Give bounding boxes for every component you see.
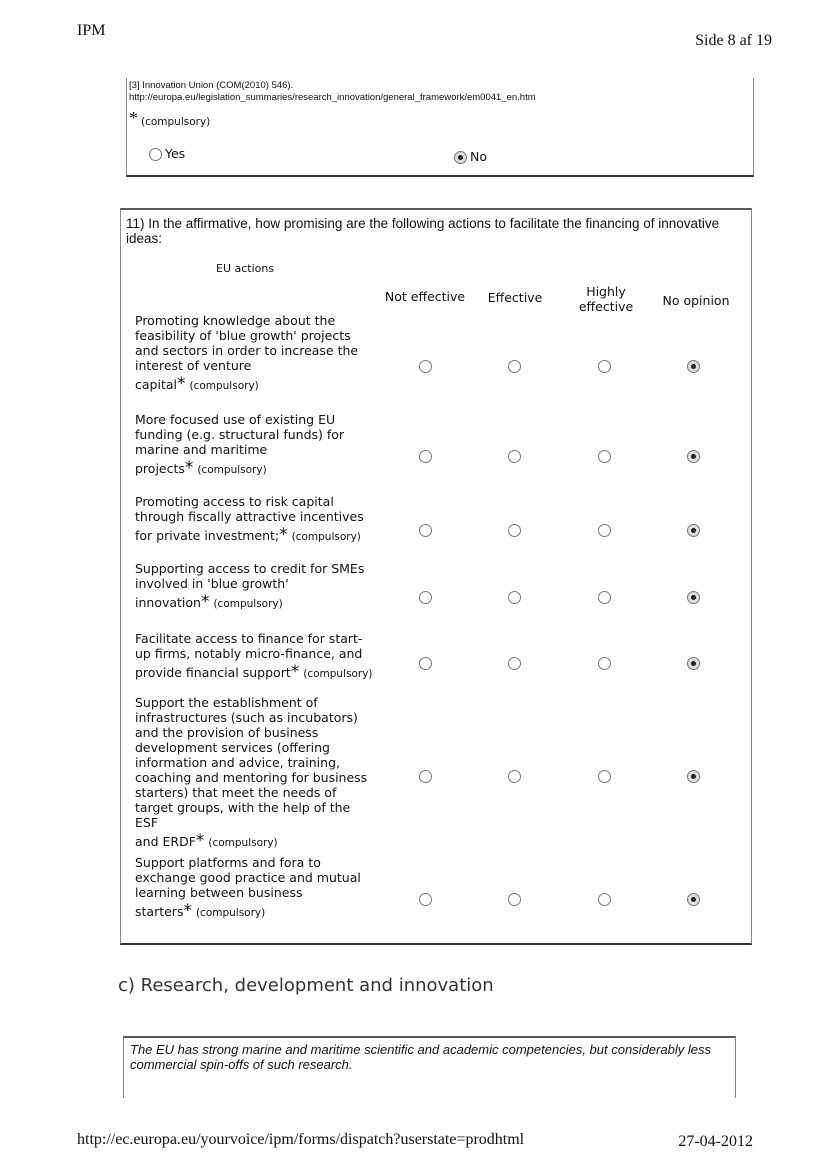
action-text-end: for private investment; (135, 528, 280, 543)
radio-no-opinion[interactable] (687, 360, 700, 373)
intro-box (123, 1036, 736, 1098)
action-text: Supporting access to credit for SMEs involved in 'blue growth' (135, 561, 365, 591)
required-star: * (176, 374, 186, 394)
action-text-end: and ERDF (135, 834, 196, 849)
radio-not-effective[interactable] (419, 893, 432, 906)
previous-question-box (126, 78, 754, 177)
radio-effective[interactable] (508, 591, 521, 604)
radio-no-opinion[interactable] (687, 657, 700, 670)
action-text: Promoting knowledge about the feasibility of 'blue growth' projects and sectors in order to increase the interest of venture (135, 313, 359, 373)
radio-not-effective[interactable] (419, 657, 432, 670)
footer-url: http://ec.europa.eu/yourvoice/ipm/forms/dispatch?userstate=prodhtml (77, 1131, 525, 1148)
question-11-title: 11) In the affirmative, how promising are the following actions to facilitate the financing of innovative ideas: (126, 216, 720, 246)
footer-date: 27-04-2012 (678, 1133, 753, 1150)
radio-no-opinion[interactable] (687, 893, 700, 906)
action-row-label (135, 855, 375, 921)
compulsory-label: (compulsory) (195, 907, 266, 919)
compulsory-label: (compulsory) (303, 668, 373, 680)
action-text: Promoting access to risk capital through fiscally attractive incentives (135, 494, 364, 524)
action-text-end: provide financial support (135, 665, 291, 680)
required-star: * (195, 831, 205, 851)
radio-highly-effective[interactable] (598, 524, 611, 537)
action-row-label (135, 561, 375, 612)
col-effective: Effective (487, 290, 543, 305)
radio-not-effective[interactable] (419, 360, 432, 373)
option-no-label: No (470, 149, 487, 164)
action-text-end: innovation (135, 595, 201, 610)
radio-no-opinion[interactable] (687, 450, 700, 463)
radio-effective[interactable] (508, 657, 521, 670)
compulsory-label: (compulsory) (141, 116, 211, 128)
footnote-ref: [3] Innovation Union (COM(2010) 546). (129, 80, 294, 91)
radio-highly-effective[interactable] (598, 893, 611, 906)
section-c-heading: c) Research, development and innovation (118, 975, 494, 996)
footnote-url: http://europa.eu/legislation_summaries/research_innovation/general_framework/em0041_en.htm (129, 92, 536, 103)
radio-highly-effective[interactable] (598, 360, 611, 373)
intro-text: The EU has strong marine and maritime scientific and academic competencies, but considerably less commercial spin-offs of such research. (130, 1042, 711, 1072)
header-left: IPM (77, 22, 106, 39)
radio-effective[interactable] (508, 770, 521, 783)
required-star: * (290, 662, 300, 682)
action-text: Facilitate access to finance for start-up firms, notably micro-finance, and (135, 631, 363, 661)
action-row-label (135, 412, 375, 478)
radio-effective[interactable] (508, 360, 521, 373)
action-text: Support the establishment of infrastructures (such as incubators) and the provision of business development services (offering information and advice, training, coaching and mentoring for business starters) that meet the needs of target groups, with the help of the ESF (135, 695, 368, 830)
compulsory-label: (compulsory) (208, 837, 278, 849)
action-row-label (135, 313, 375, 394)
radio-highly-effective[interactable] (598, 770, 611, 783)
radio-not-effective[interactable] (419, 770, 432, 783)
action-row-label (135, 494, 375, 545)
radio-highly-effective[interactable] (598, 450, 611, 463)
compulsory-label: (compulsory) (291, 531, 361, 543)
radio-yes[interactable] (149, 148, 162, 161)
option-yes-label: Yes (165, 146, 186, 161)
col-no-opinion: No opinion (662, 293, 730, 308)
radio-no[interactable] (454, 151, 467, 164)
action-row-label (135, 631, 375, 682)
radio-effective[interactable] (508, 524, 521, 537)
col-not-effective: Not effective (384, 289, 466, 304)
action-text-end: projects (135, 461, 185, 476)
radio-not-effective[interactable] (419, 591, 432, 604)
required-star: * (200, 592, 210, 612)
required-star: * (279, 525, 288, 545)
action-row-label (135, 695, 375, 851)
action-text: More focused use of existing EU funding (e.g. structural funds) for marine and maritime (135, 412, 345, 457)
radio-effective[interactable] (508, 450, 521, 463)
row-header: EU actions (216, 262, 275, 275)
action-text-end: capital (135, 377, 177, 392)
required-star: * (183, 901, 192, 921)
radio-effective[interactable] (508, 893, 521, 906)
required-star: * (184, 458, 194, 478)
compulsory-label: (compulsory) (213, 598, 283, 610)
radio-no-opinion[interactable] (687, 524, 700, 537)
radio-no-opinion[interactable] (687, 591, 700, 604)
col-highly-effective: Highly effective (578, 284, 634, 314)
action-text: Support platforms and fora to exchange good practice and mutual learning between business (135, 855, 361, 900)
compulsory-label: (compulsory) (197, 464, 267, 476)
radio-highly-effective[interactable] (598, 657, 611, 670)
radio-highly-effective[interactable] (598, 591, 611, 604)
radio-not-effective[interactable] (419, 450, 432, 463)
compulsory-label: (compulsory) (189, 380, 259, 392)
radio-no-opinion[interactable] (687, 770, 700, 783)
page-number: Side 8 af 19 (695, 32, 772, 49)
action-text-end: starters (135, 904, 184, 919)
radio-not-effective[interactable] (419, 524, 432, 537)
required-star: * (129, 108, 138, 128)
